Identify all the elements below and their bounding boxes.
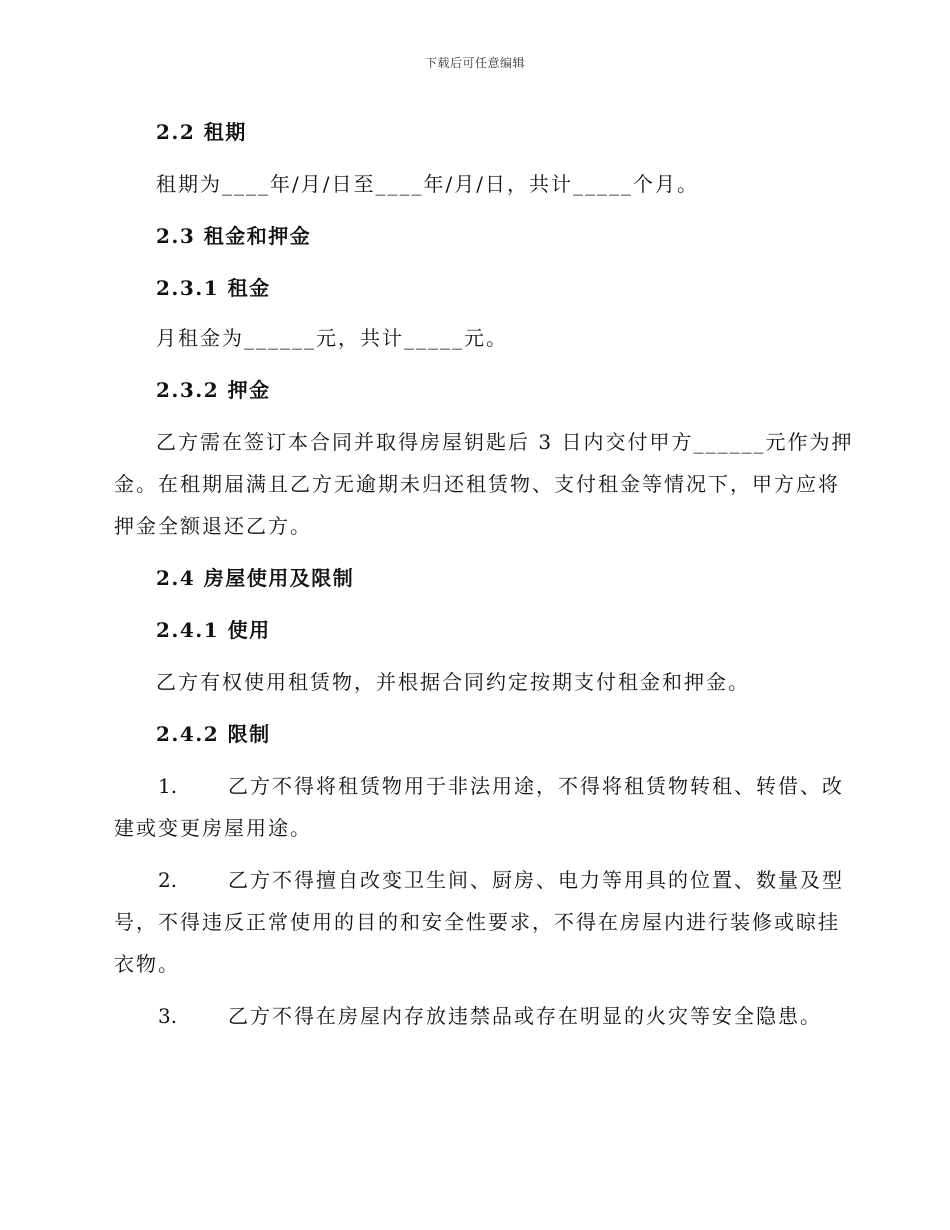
deposit-text-line-2: 金。在租期届满且乙方无逾期未归还租赁物、支付租金等情况下，甲方应将 (114, 472, 840, 496)
deposit-text-line-3: 押金全额退还乙方。 (114, 514, 312, 538)
heading-2-3-2: 2.3.2 押金 (156, 378, 271, 402)
deposit-text-line-1: 乙方需在签订本合同并取得房屋钥匙后 3 日内交付甲方______元作为押 (156, 430, 854, 454)
list-item (158, 864, 844, 893)
heading-2-3-1: 2.3.1 租金 (156, 276, 271, 300)
list-item (158, 770, 844, 799)
page-header: 下载后可任意编辑 (424, 56, 525, 70)
list-item-continuation: 号，不得违反正常使用的目的和安全性要求，不得在房屋内进行装修或晾挂 (114, 910, 840, 934)
heading-2-4-1: 2.4.1 使用 (156, 618, 271, 642)
heading-2-4: 2.4 房屋使用及限制 (156, 566, 355, 590)
list-item-number: 3. (158, 1004, 178, 1028)
list-item-text: 乙方不得将租赁物用于非法用途，不得将租赁物转租、转借、改 (228, 774, 844, 798)
list-item-number: 2. (158, 868, 178, 892)
rent-text: 月租金为______元，共计_____元。 (156, 326, 508, 350)
list-item-text: 乙方不得在房屋内存放违禁品或存在明显的火灾等安全隐患。 (228, 1004, 822, 1028)
list-item (158, 1000, 822, 1029)
usage-text: 乙方有权使用租赁物，并根据合同约定按期支付租金和押金。 (156, 670, 750, 694)
heading-2-4-2: 2.4.2 限制 (156, 722, 271, 746)
heading-2-2: 2.2 租期 (156, 120, 247, 144)
list-item-number: 1. (158, 774, 178, 798)
list-item-text: 乙方不得擅自改变卫生间、厨房、电力等用具的位置、数量及型 (228, 868, 844, 892)
lease-term-text: 租期为____年/月/日至____年/月/日，共计_____个月。 (156, 172, 699, 196)
heading-2-3: 2.3 租金和押金 (156, 224, 312, 248)
list-item-continuation: 建或变更房屋用途。 (114, 816, 312, 840)
list-item-continuation: 衣物。 (114, 952, 180, 976)
